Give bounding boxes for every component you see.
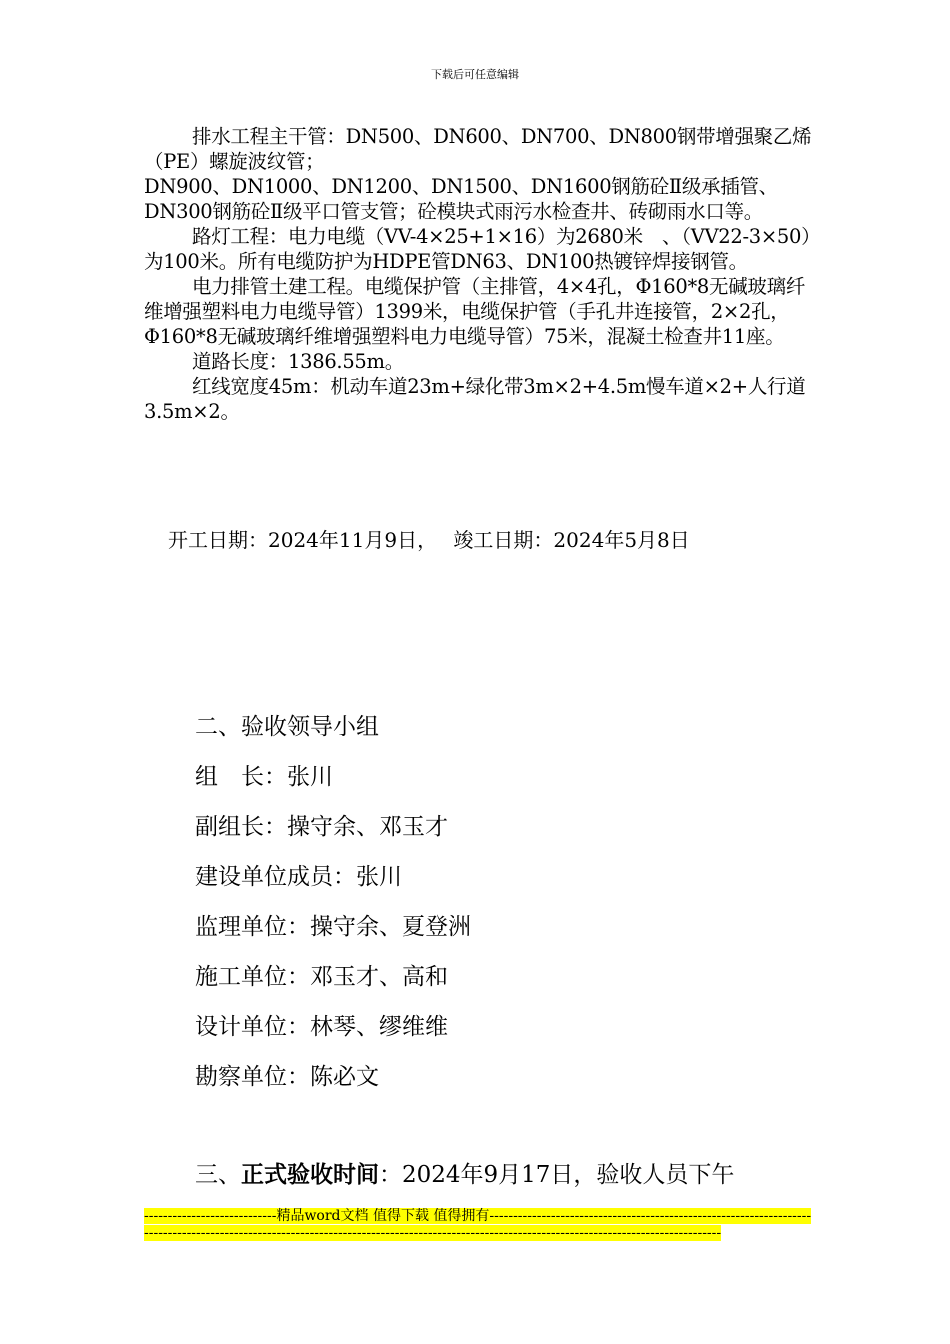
page-header: 下载后可任意编辑: [431, 68, 519, 81]
construction-unit: 施工单位：邓玉才、高和: [195, 964, 448, 990]
section2-title: 二、验收领导小组: [195, 714, 379, 740]
road-length-paragraph: 道路长度：1386.55m。: [192, 350, 404, 373]
lighting-paragraph: 路灯工程：电力电缆（VV-4×25+1×16）为2680米 、（VV22-3×50）为100米。所有电缆防护为HDPE管DN63、DN100热镀锌焊接钢管。: [144, 225, 821, 273]
power-duct-paragraph: 电力排管土建工程。电缆保护管（主排管，4×4孔，Φ160*8无碱玻璃纤维增强塑料电力电缆导管）1399米，电缆保护管（手孔井连接管，2×2孔，Φ160*8无碱玻璃纤维增强塑料电力电缆导管）75米，混凝土检查井11座。: [144, 275, 806, 348]
drainage-paragraph: 排水工程主干管：DN500、DN600、DN700、DN800钢带增强聚乙烯（PE）螺旋波纹管；: [144, 125, 812, 173]
red-line-width-paragraph: 红线宽度45m：机动车道23m+绿化带3m×2+4.5m慢车道×2+人行道3.5m×2。: [144, 375, 806, 423]
drainage-paragraph-cont: DN900、DN1000、DN1200、DN1500、DN1600钢筋砼Ⅱ级承插管、DN300钢筋砼Ⅱ级平口管支管；砼模块式雨污水检查井、砖砌雨水口等。: [144, 175, 778, 223]
group-leader: 组 长：张川: [195, 764, 333, 790]
construction-dates: 开工日期：2024年11月9日， 竣工日期：2024年5月8日: [168, 528, 690, 552]
survey-unit: 勘察单位：陈必文: [195, 1064, 379, 1090]
section3-line: [195, 1156, 734, 1189]
section3-bold-label: 正式验收时间: [241, 1161, 379, 1188]
section3-rest: ：2024年9月17日，验收人员下午: [379, 1162, 735, 1188]
deputy-leader: 副组长：操守余、邓玉才: [195, 814, 448, 840]
design-unit: 设计单位：林琴、缪维维: [195, 1014, 448, 1040]
section3-prefix: 三、: [195, 1162, 241, 1188]
project-description: [144, 124, 824, 424]
supervision-unit: 监理单位：操守余、夏登洲: [195, 914, 471, 940]
footer-banner: [144, 1208, 814, 1242]
owner-members: 建设单位成员：张川: [195, 864, 402, 890]
footer-banner-text: ----------------------------精品word文档 值得下载 值得拥有----------------------------------------------------------------------------------------------------------------------------------------------------------------------------------------------: [144, 1208, 812, 1241]
